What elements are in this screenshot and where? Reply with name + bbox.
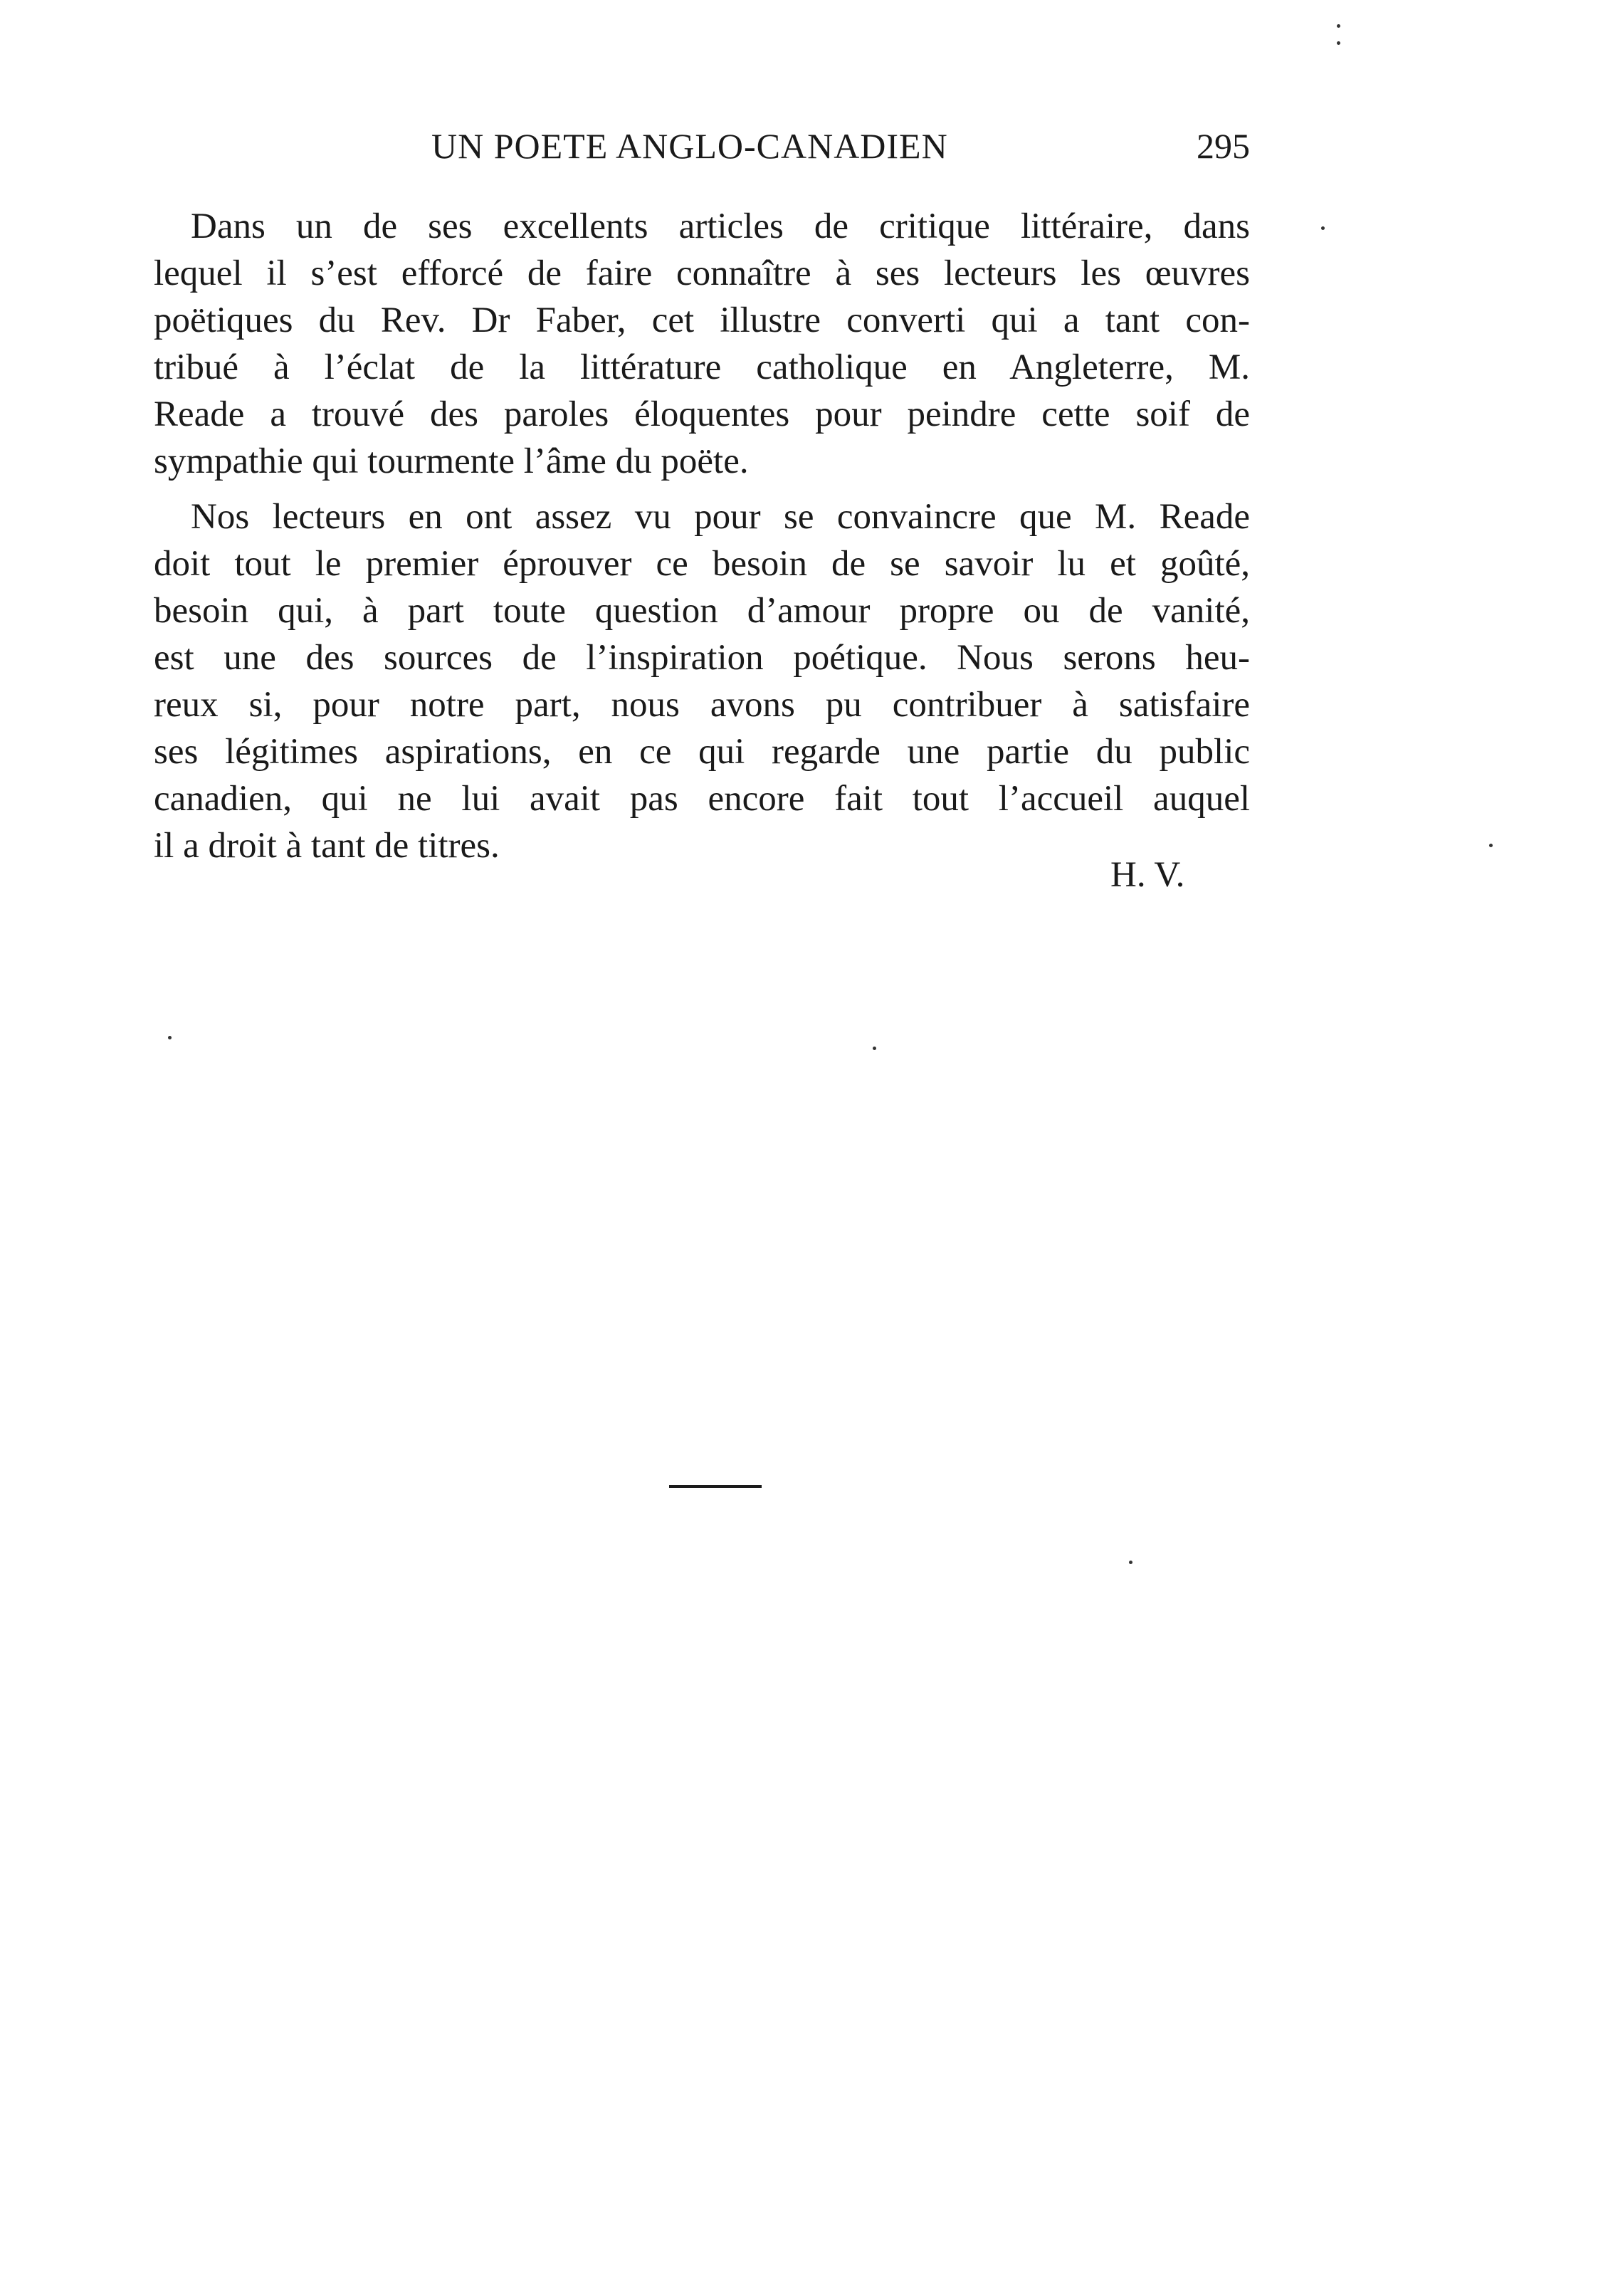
paragraph-gap [154,485,1250,493]
text-line: il a droit à tant de titres. [154,826,500,866]
text-line: lequel il s’est efforcé de faire connaître à ses lecteurs les œuvres [154,253,1250,293]
running-head [154,125,1250,175]
text-line: Nos lecteurs en ont assez vu pour se convaincre que M. Reade [191,497,1250,537]
text-line: Reade a trouvé des paroles éloquentes pour peindre cette soif de [154,394,1250,434]
print-speck [168,1036,172,1039]
text-line: canadien, qui ne lui avait pas encore fait tout l’accueil auquel [154,779,1250,819]
print-speck [873,1047,876,1050]
section-rule [669,1485,762,1488]
text-line: tribué à l’éclat de la littérature catholique en Angleterre, M. [154,347,1250,387]
text-line: est une des sources de l’inspiration poétique. Nous serons heu- [154,638,1250,678]
paragraph-1 [154,203,1250,485]
text-line: Dans un de ses excellents articles de critique littéraire, dans [191,206,1250,246]
signature: H. V. [1110,855,1185,895]
paragraph-2 [154,493,1250,869]
running-title: UN POETE ANGLO-CANADIEN [431,126,948,166]
body-text [154,203,1250,869]
page-number: 295 [1197,126,1250,166]
print-speck [1489,844,1493,847]
print-speck [1129,1561,1132,1564]
text-line: besoin qui, à part toute question d’amour propre ou de vanité, [154,591,1250,631]
text-line: doit tout le premier éprouver ce besoin de se savoir lu et goûté, [154,544,1250,584]
text-line: reux si, pour notre part, nous avons pu contribuer à satisfaire [154,685,1250,725]
print-speck [1337,24,1340,28]
text-line: poëtiques du Rev. Dr Faber, cet illustre converti qui a tant con- [154,300,1250,340]
print-speck [1337,41,1340,45]
text-line: sympathie qui tourmente l’âme du poëte. [154,441,749,481]
text-line: ses légitimes aspirations, en ce qui regarde une partie du public [154,732,1250,772]
print-speck [1321,226,1325,230]
